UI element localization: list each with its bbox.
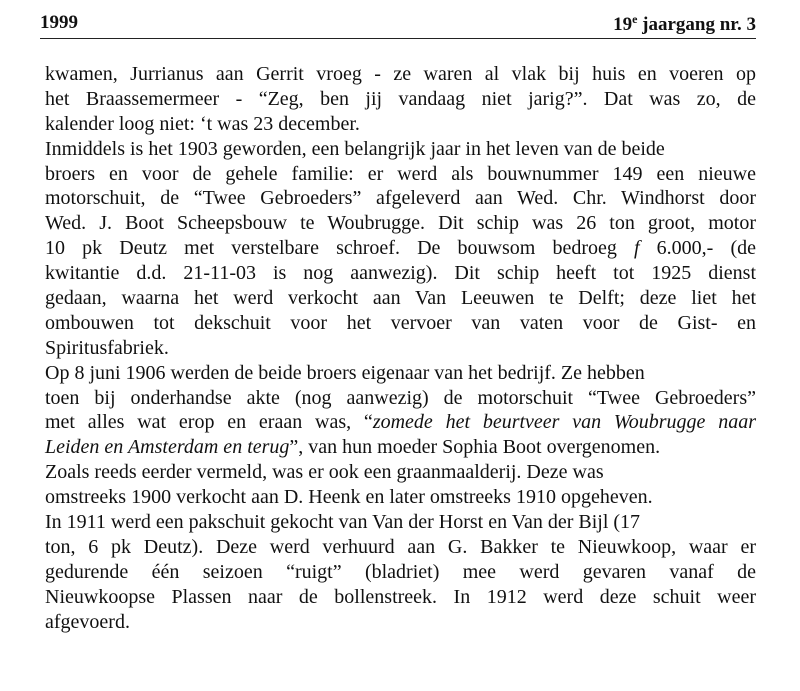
text-line — [45, 87, 756, 112]
line-text: kalender loog niet: ‘t was 23 december. — [45, 112, 360, 135]
text-line — [45, 435, 756, 460]
article-body — [45, 62, 756, 634]
text-line — [45, 535, 756, 560]
text-line — [45, 485, 756, 510]
line-text: gedaan, waarna het werd verkocht aan Van Leeuwen te Delft; deze liet het — [45, 287, 756, 310]
text-line — [45, 510, 756, 535]
line-text: toen bij onderhandse akte (nog aanwezig) de motorschuit “Twee Gebroeders” — [45, 386, 756, 409]
line-text: afgevoerd. — [45, 610, 130, 633]
issue-number: 19 — [613, 14, 633, 35]
text-line — [45, 560, 756, 585]
italic-text: f — [633, 237, 640, 260]
text-line — [45, 585, 756, 610]
line-text: Spiritusfabriek. — [45, 336, 169, 359]
line-text: Inmiddels is het 1903 geworden, een belangrijk jaar in het leven van de beide — [45, 137, 665, 160]
text-line — [45, 137, 756, 162]
line-text: Op 8 juni 1906 werden de beide broers eigenaar van het bedrijf. Ze hebben — [45, 361, 645, 384]
text-line — [45, 311, 756, 336]
issue-superscript: e — [632, 12, 638, 26]
text-line — [45, 236, 756, 261]
line-text: kwitantie d.d. 21-11-03 is nog aanwezig). Dit schip heeft tot 1925 dienst — [45, 262, 756, 285]
line-text: motorschuit, de “Twee Gebroeders” afgeleverd aan Wed. Chr. Windhorst door — [45, 187, 756, 210]
page-header — [40, 8, 756, 39]
line-text: het Braassemermeer - “Zeg, ben jij vandaag niet jarig?”. Dat was zo, de — [45, 87, 756, 110]
line-text: Wed. J. Boot Scheepsbouw te Woubrugge. Dit schip was 26 ton groot, motor — [45, 212, 756, 235]
line-text: met alles wat erop en eraan was, “ — [45, 411, 373, 434]
line-text: 6.000,- (de — [639, 237, 756, 260]
line-text: Nieuwkoopse Plassen naar de bollenstreek. In 1912 werd deze schuit weer — [45, 585, 756, 608]
header-year: 1999 — [40, 12, 78, 33]
line-text: In 1911 werd een pakschuit gekocht van Van der Horst en Van der Bijl (17 — [45, 511, 641, 534]
text-line — [45, 286, 756, 311]
text-line — [45, 410, 756, 435]
italic-text: zomede het beurtveer van Woubrugge naar — [372, 411, 756, 434]
text-line — [45, 610, 756, 635]
text-line — [45, 361, 756, 386]
header-issue — [613, 12, 756, 36]
line-text: 10 pk Deutz met verstelbare schroef. De bouwsom bedroeg — [45, 237, 634, 260]
italic-text: Leiden en Amsterdam en terug — [45, 436, 290, 459]
line-text: Zoals reeds eerder vermeld, was er ook een graanmaalderij. Deze was — [45, 461, 604, 484]
line-text: omstreeks 1900 verkocht aan D. Heenk en later omstreeks 1910 opgeheven. — [45, 486, 653, 509]
text-line — [45, 162, 756, 187]
text-line — [45, 460, 756, 485]
text-line — [45, 336, 756, 361]
text-line — [45, 112, 756, 137]
text-line — [45, 62, 756, 87]
text-line — [45, 211, 756, 236]
line-text: ”, van hun moeder Sophia Boot overgenomen. — [289, 436, 661, 459]
text-line — [45, 386, 756, 411]
issue-label: jaargang nr. 3 — [637, 14, 756, 35]
line-text: broers en voor de gehele familie: er werd als bouwnummer 149 een nieuwe — [45, 162, 756, 185]
line-text: ombouwen tot dekschuit voor het vervoer van vaten voor de Gist- en — [45, 311, 756, 334]
line-text: kwamen, Jurrianus aan Gerrit vroeg - ze waren al vlak bij huis en voeren op — [45, 63, 756, 85]
text-line — [45, 186, 756, 211]
text-line — [45, 261, 756, 286]
line-text: ton, 6 pk Deutz). Deze werd verhuurd aan G. Bakker te Nieuwkoop, waar er — [45, 535, 756, 558]
line-text: gedurende één seizoen “ruigt” (bladriet) mee werd gevaren vanaf de — [45, 560, 756, 583]
